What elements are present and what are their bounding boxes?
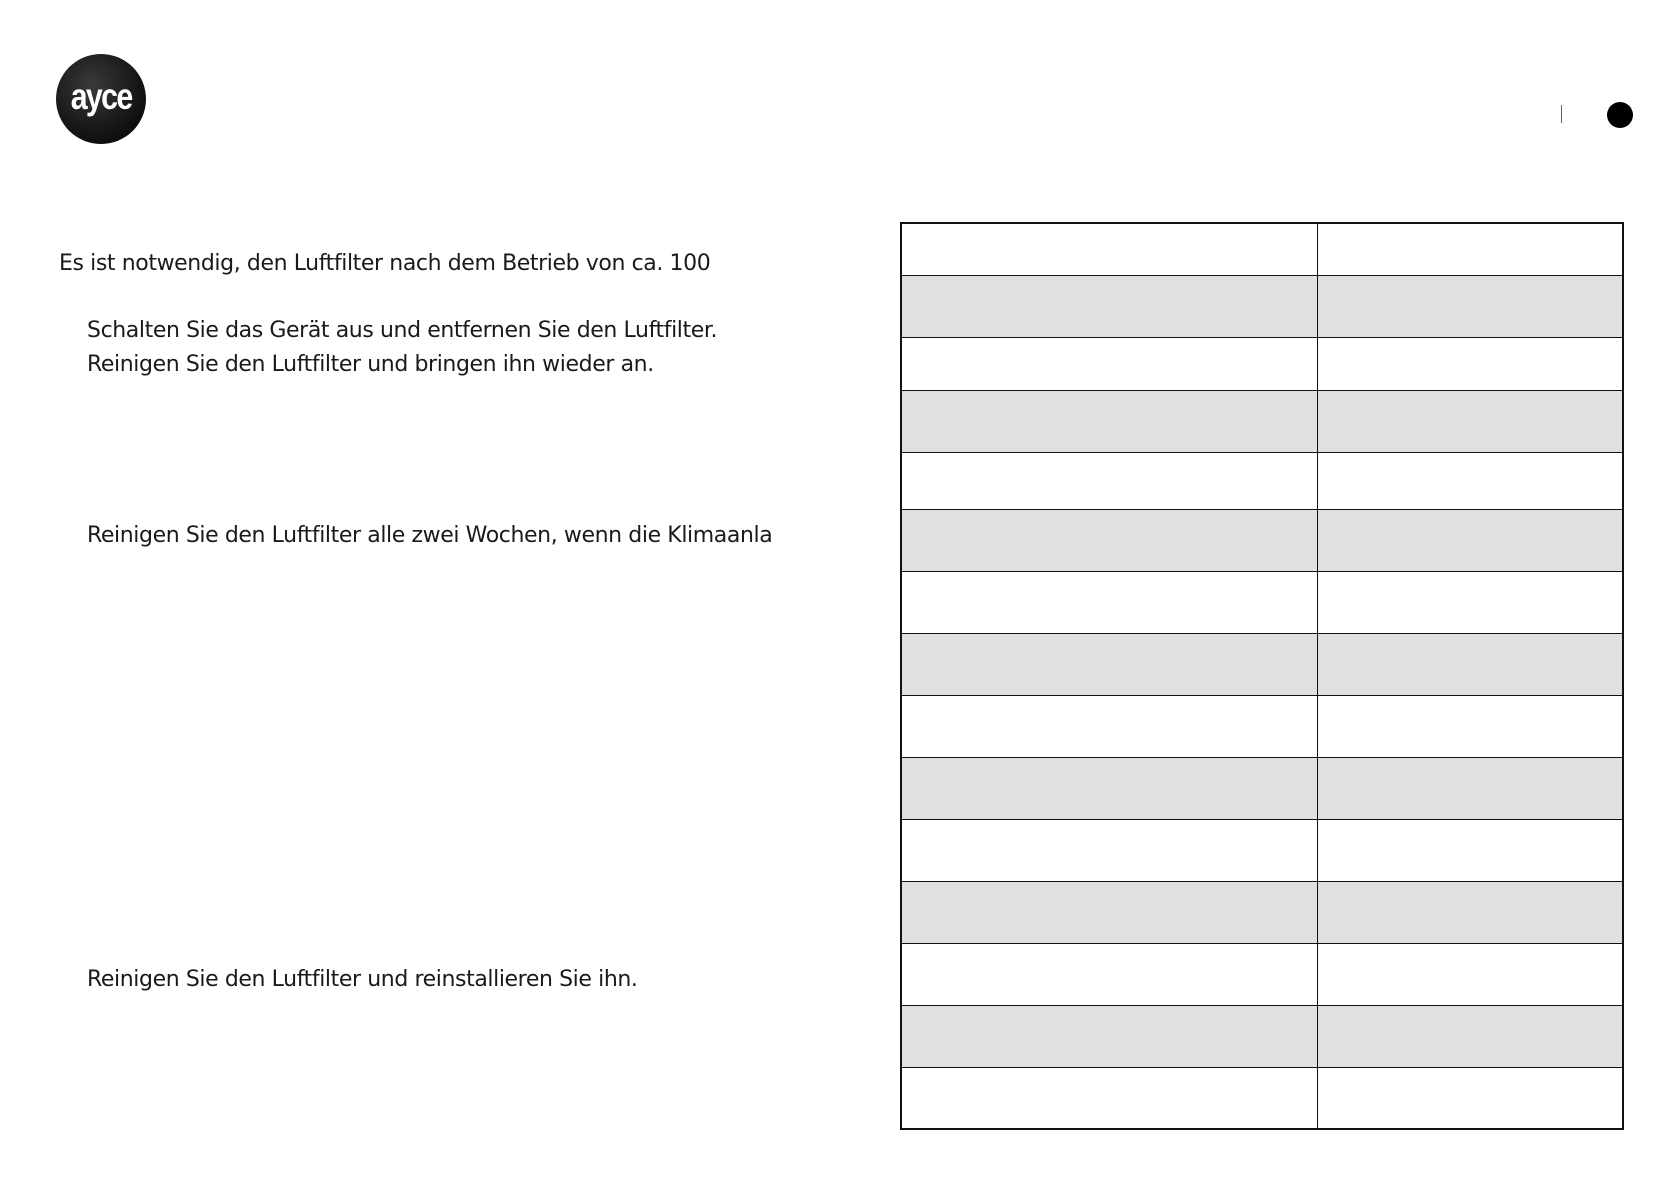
table-cell bbox=[1317, 695, 1623, 757]
table-cell bbox=[901, 275, 1317, 337]
brand-logo-text: ayce bbox=[70, 75, 132, 117]
table-cell bbox=[901, 695, 1317, 757]
table-cell bbox=[1317, 223, 1623, 275]
table-cell bbox=[901, 571, 1317, 633]
table-cell bbox=[901, 337, 1317, 390]
table-row bbox=[901, 1005, 1623, 1067]
table-row bbox=[901, 337, 1623, 390]
table-cell bbox=[901, 943, 1317, 1005]
page-indicator-dot bbox=[1607, 102, 1633, 128]
table-cell bbox=[901, 223, 1317, 275]
table-row bbox=[901, 1067, 1623, 1129]
table-cell bbox=[1317, 509, 1623, 571]
intro-text: Es ist notwendig, den Luftfilter nach dem Betrieb von ca. 100 bbox=[59, 251, 711, 276]
table-cell bbox=[1317, 1067, 1623, 1129]
table-cell bbox=[901, 509, 1317, 571]
table-cell bbox=[1317, 819, 1623, 881]
table-cell bbox=[1317, 881, 1623, 943]
table-cell bbox=[901, 1067, 1317, 1129]
table-cell bbox=[901, 390, 1317, 452]
table-cell bbox=[901, 633, 1317, 695]
table-cell bbox=[901, 1005, 1317, 1067]
table-cell bbox=[1317, 757, 1623, 819]
table-row bbox=[901, 223, 1623, 275]
table-row bbox=[901, 571, 1623, 633]
table-row bbox=[901, 633, 1623, 695]
table-cell bbox=[1317, 633, 1623, 695]
table-cell bbox=[1317, 1005, 1623, 1067]
step-2-text: Reinigen Sie den Luftfilter und bringen ihn wieder an. bbox=[87, 352, 654, 377]
cleaning-note-text: Reinigen Sie den Luftfilter alle zwei Wochen, wenn die Klimaanla bbox=[87, 523, 773, 548]
step-1-text: Schalten Sie das Gerät aus und entfernen Sie den Luftfilter. bbox=[87, 318, 718, 343]
table-row bbox=[901, 695, 1623, 757]
final-step-text: Reinigen Sie den Luftfilter und reinstallieren Sie ihn. bbox=[87, 967, 638, 992]
brand-logo bbox=[56, 54, 146, 144]
table-cell bbox=[1317, 390, 1623, 452]
table-cell bbox=[1317, 452, 1623, 509]
table-row bbox=[901, 390, 1623, 452]
table-cell bbox=[1317, 943, 1623, 1005]
table-cell bbox=[901, 881, 1317, 943]
table-cell bbox=[1317, 337, 1623, 390]
table-cell bbox=[901, 452, 1317, 509]
table-row bbox=[901, 757, 1623, 819]
table-cell bbox=[901, 757, 1317, 819]
table-row bbox=[901, 881, 1623, 943]
table-row bbox=[901, 452, 1623, 509]
table-cell bbox=[1317, 571, 1623, 633]
spec-table bbox=[900, 222, 1624, 1130]
spec-table-body bbox=[901, 223, 1623, 1129]
table-row bbox=[901, 819, 1623, 881]
table-cell bbox=[901, 819, 1317, 881]
table-cell bbox=[1317, 275, 1623, 337]
page-divider bbox=[1561, 105, 1562, 123]
table-row bbox=[901, 943, 1623, 1005]
table-row bbox=[901, 275, 1623, 337]
table-row bbox=[901, 509, 1623, 571]
